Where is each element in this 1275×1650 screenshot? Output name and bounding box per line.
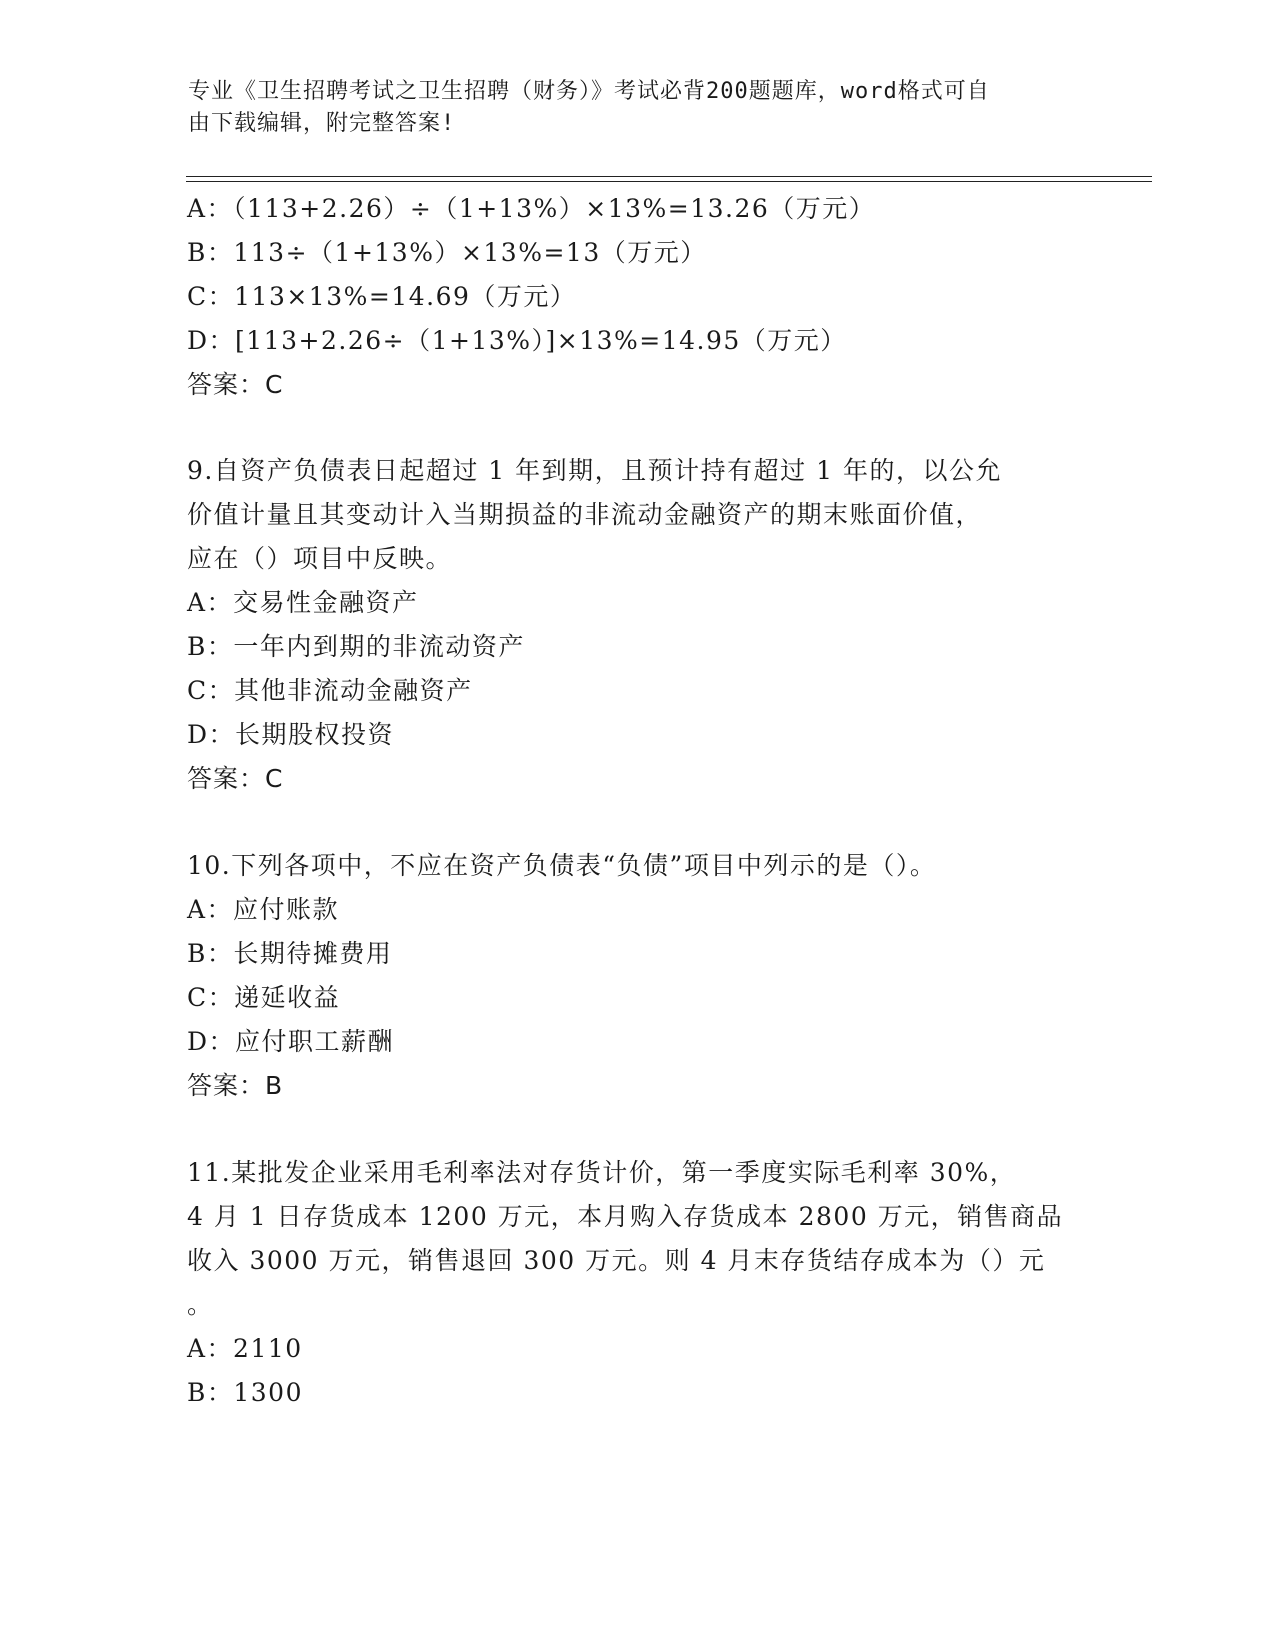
q10-option-d: D：应付职工薪酬 <box>187 1027 395 1056</box>
header-rule-top <box>186 176 1152 177</box>
q11-option-a: A：2110 <box>187 1334 303 1363</box>
document-header <box>188 76 1088 140</box>
header-line-2: 由下载编辑，附完整答案! <box>188 111 456 136</box>
q8-option-d: D：[113+2.26÷（1+13%）]×13%=14.95（万元） <box>187 326 847 355</box>
q10-stem-line-1: 10.下列各项中，不应在资产负债表“负债”项目中列示的是（）。 <box>187 851 937 880</box>
q8-option-c: C：113×13%=14.69（万元） <box>187 282 577 311</box>
q8-option-a: A：（113+2.26）÷（1+13%）×13%=13.26（万元） <box>187 194 876 223</box>
q9-option-a: A：交易性金融资产 <box>187 588 419 617</box>
q10-answer: 答案：B <box>187 1071 284 1100</box>
q10-option-a: A：应付账款 <box>187 895 340 924</box>
q10-option-c: C：递延收益 <box>187 983 341 1012</box>
q9-answer: 答案：C <box>187 764 284 793</box>
q11-stem-line-3: 收入 3000 万元，销售退回 300 万元。则 4 月末存货结存成本为（）元 <box>187 1246 1046 1275</box>
q11-stem-line-1: 11.某批发企业采用毛利率法对存货计价，第一季度实际毛利率 30%， <box>187 1158 1017 1187</box>
q8-answer: 答案：C <box>187 370 284 399</box>
q11-stem-line-2: 4 月 1 日存货成本 1200 万元，本月购入存货成本 2800 万元，销售商品 <box>187 1202 1064 1231</box>
q9-stem-line-1: 9.自资产负债表日起超过 1 年到期，且预计持有超过 1 年的，以公允 <box>187 456 1002 485</box>
q11-stem-line-4: 。 <box>187 1290 214 1319</box>
q11-option-b: B：1300 <box>187 1378 303 1407</box>
q10-option-b: B：长期待摊费用 <box>187 939 393 968</box>
header-rule-bottom <box>186 181 1152 182</box>
q9-stem-line-3: 应在（）项目中反映。 <box>187 544 453 573</box>
header-line-1: 专业《卫生招聘考试之卫生招聘（财务）》考试必背200题题库，word格式可自 <box>188 79 990 104</box>
q9-option-c: C：其他非流动金融资产 <box>187 676 473 705</box>
q8-option-b: B：113÷（1+13%）×13%=13（万元） <box>187 238 707 267</box>
q9-stem-line-2: 价值计量且其变动计入当期损益的非流动金融资产的期末账面价值， <box>187 500 983 529</box>
q9-option-b: B：一年内到期的非流动资产 <box>187 632 525 661</box>
q9-option-d: D：长期股权投资 <box>187 720 395 749</box>
